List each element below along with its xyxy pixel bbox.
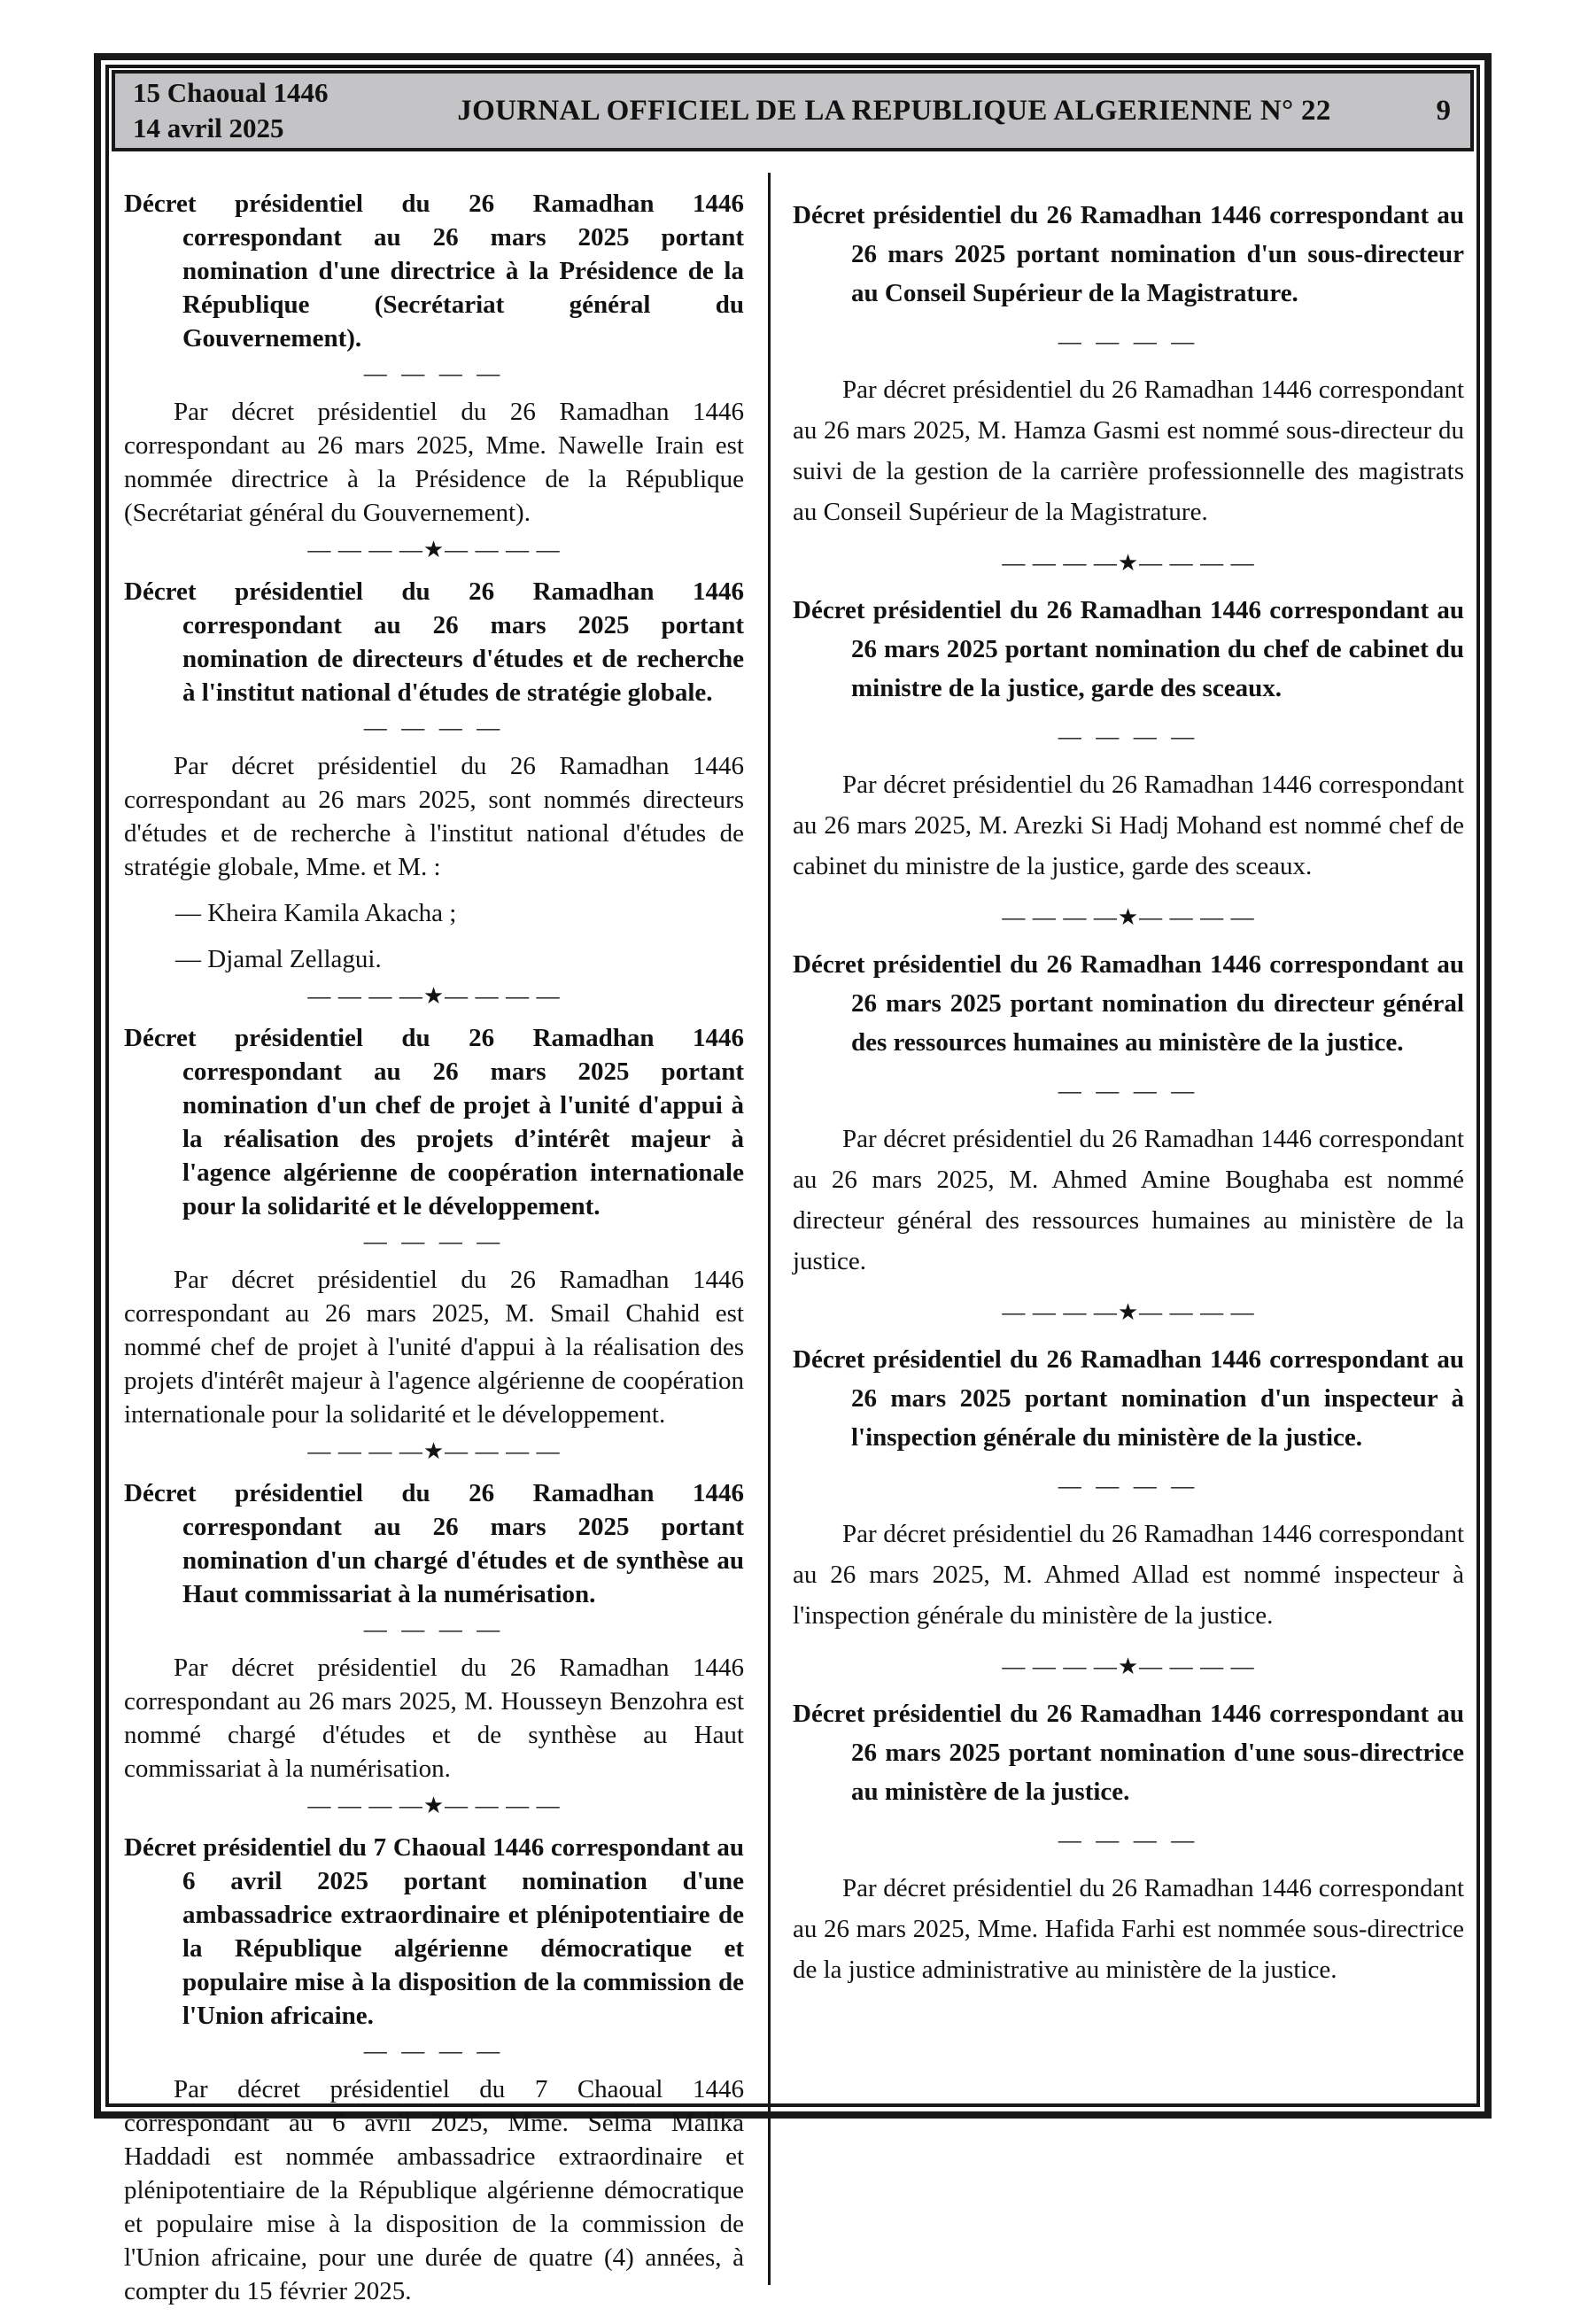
decree-paragraph: Par décret présidentiel du 26 Ramadhan 1446 correspondant au 26 mars 2025, M. Ahmed Amine Boughaba est nommé directeur général des ressources humaines au ministère de la justice. <box>793 1125 1464 1275</box>
date-gregorian: 14 avril 2025 <box>133 112 284 143</box>
decree-title: Décret présidentiel du 26 Ramadhan 1446 correspondant au 26 mars 2025 portant nomination d'un inspecteur à l'inspection générale du ministère de la justice. <box>793 1345 1464 1452</box>
decree-paragraph: Par décret présidentiel du 26 Ramadhan 1446 correspondant au 26 mars 2025, sont nommés directeurs d'études et de recherche à l'institut national d'études de stratégie globale, Mme. et M. : <box>124 752 744 881</box>
decree-paragraph: Par décret présidentiel du 26 Ramadhan 1446 correspondant au 26 mars 2025, M. Ahmed Allad est nommé inspecteur à l'inspection générale du ministère de la justice. <box>793 1520 1464 1630</box>
column-right <box>793 173 1464 2308</box>
column-divider <box>768 173 771 2285</box>
decree-title: Décret présidentiel du 26 Ramadhan 1446 correspondant au 26 mars 2025 portant nomination d'un chargé d'études et de synthèse au Haut commissariat à la numérisation. <box>124 1479 744 1608</box>
star-separator: — — — —★— — — — <box>307 537 561 562</box>
decree-paragraph: Par décret présidentiel du 26 Ramadhan 1446 correspondant au 26 mars 2025, Mme. Nawelle Irain est nommée directrice à la Présidence de la République (Secrétariat général du Gouvernement). <box>124 398 744 527</box>
dash-separator: — — — — <box>1058 329 1199 354</box>
decree-section <box>124 575 744 1009</box>
dash-separator: — — — — <box>363 2038 505 2064</box>
page-frame-inner <box>105 65 1480 2305</box>
star-separator: — — — —★— — — — <box>1002 550 1255 576</box>
decree-title: Décret présidentiel du 26 Ramadhan 1446 correspondant au 26 mars 2025 portant nomination du directeur général des ressources humaines au ministère de la justice. <box>793 950 1464 1057</box>
column-left <box>124 173 744 2308</box>
dash-separator: — — — — <box>363 360 505 386</box>
decree-section <box>124 1831 744 2308</box>
dash-separator: — — — — <box>1058 1473 1199 1499</box>
decree-section <box>793 196 1464 576</box>
journal-title: JOURNAL OFFICIEL DE LA REPUBLIQUE ALGERIENNE N° 22 <box>457 94 1331 127</box>
page-header <box>112 70 1474 151</box>
decree-paragraph: Par décret présidentiel du 26 Ramadhan 1446 correspondant au 26 mars 2025, M. Hamza Gasmi est nommé sous-directeur du suivi de la gestion de la carrière professionnelle des magistrats au Conseil Supérieur de la Magistrature. <box>793 376 1464 526</box>
dash-separator: — — — — <box>1058 1078 1199 1104</box>
decree-title: Décret présidentiel du 26 Ramadhan 1446 correspondant au 26 mars 2025 portant nomination d'un chef de projet à l'unité d'appui à la réalisation des projets d’intérêt majeur à l'agence algérienne de coopération internationale pour la solidarité et le développement. <box>124 1024 744 1220</box>
decree-title: Décret présidentiel du 26 Ramadhan 1446 correspondant au 26 mars 2025 portant nomination de directeurs d'études et de recherche à l'institut national d'études de stratégie globale. <box>124 577 744 707</box>
header-dates <box>133 75 394 146</box>
dash-separator: — — — — <box>363 1616 505 1642</box>
decree-paragraph: Par décret présidentiel du 26 Ramadhan 1446 correspondant au 26 mars 2025, M. Arezki Si Hadj Mohand est nommé chef de cabinet du ministre de la justice, garde des sceaux. <box>793 771 1464 880</box>
decree-paragraph: Par décret présidentiel du 7 Chaoual 1446 correspondant au 6 avril 2025, Mme. Selma Malika Haddadi est nommée ambassadrice extraordinaire et plénipotentiaire de la République algérienne démocratique et populaire mise à la disposition de la commission de l'Union africaine, pour une durée de quatre (4) années, à compter du 15 février 2025. <box>124 2075 744 2305</box>
star-separator: — — — —★— — — — <box>307 1438 561 1464</box>
decree-paragraph: Par décret présidentiel du 26 Ramadhan 1446 correspondant au 26 mars 2025, Mme. Hafida Farhi est nommée sous-directrice de la justice administrative au ministère de la justice. <box>793 1874 1464 1984</box>
star-separator: — — — —★— — — — <box>1002 1299 1255 1325</box>
decree-section <box>793 945 1464 1325</box>
decree-section <box>124 187 744 562</box>
decree-section <box>793 1340 1464 1679</box>
star-separator: — — — —★— — — — <box>1002 904 1255 930</box>
star-separator: — — — —★— — — — <box>1002 1654 1255 1679</box>
star-separator: — — — —★— — — — <box>307 1793 561 1818</box>
decree-paragraph: Par décret présidentiel du 26 Ramadhan 1446 correspondant au 26 mars 2025, M. Housseyn Benzohra est nommé chargé d'études et de synthèse au Haut commissariat à la numérisation. <box>124 1654 744 1783</box>
page-content <box>109 151 1476 2324</box>
decree-title: Décret présidentiel du 26 Ramadhan 1446 correspondant au 26 mars 2025 portant nomination d'un sous-directeur au Conseil Supérieur de la Magistrature. <box>793 201 1464 307</box>
star-separator: — — — —★— — — — <box>307 983 561 1009</box>
decree-title: Décret présidentiel du 26 Ramadhan 1446 correspondant au 26 mars 2025 portant nomination d'une sous-directrice au ministère de la justice. <box>793 1700 1464 1806</box>
dash-separator: — — — — <box>1058 1827 1199 1853</box>
nominee-list-item: — Kheira Kamila Akacha ; <box>175 899 457 927</box>
decree-title: Décret présidentiel du 7 Chaoual 1446 correspondant au 6 avril 2025 portant nomination d'une ambassadrice extraordinaire et plénipotentiaire de la République algérienne démocratique et populaire mise à la disposition de la commission de l'Union africaine. <box>124 1833 744 2030</box>
decree-section <box>124 1476 744 1818</box>
decree-section <box>793 591 1464 930</box>
dash-separator: — — — — <box>363 1228 505 1254</box>
dash-separator: — — — — <box>1058 724 1199 749</box>
nominee-list-item: — Djamal Zellagui. <box>175 945 382 973</box>
page-number: 9 <box>1436 94 1451 127</box>
decree-section <box>793 1694 1464 1990</box>
decree-section <box>124 1021 744 1464</box>
decree-paragraph: Par décret présidentiel du 26 Ramadhan 1446 correspondant au 26 mars 2025, M. Smail Chahid est nommé chef de projet à l'unité d'appui à la réalisation des projets d'intérêt majeur à l'agence algérienne de coopération internationale pour la solidarité et le développement. <box>124 1266 744 1429</box>
page-frame <box>94 53 1492 2305</box>
date-hijri: 15 Chaoual 1446 <box>133 77 329 108</box>
decree-title: Décret présidentiel du 26 Ramadhan 1446 correspondant au 26 mars 2025 portant nomination d'une directrice à la Présidence de la République (Secrétariat général du Gouvernement). <box>124 190 744 352</box>
dash-separator: — — — — <box>363 715 505 740</box>
decree-title: Décret présidentiel du 26 Ramadhan 1446 correspondant au 26 mars 2025 portant nomination du chef de cabinet du ministre de la justice, garde des sceaux. <box>793 596 1464 702</box>
